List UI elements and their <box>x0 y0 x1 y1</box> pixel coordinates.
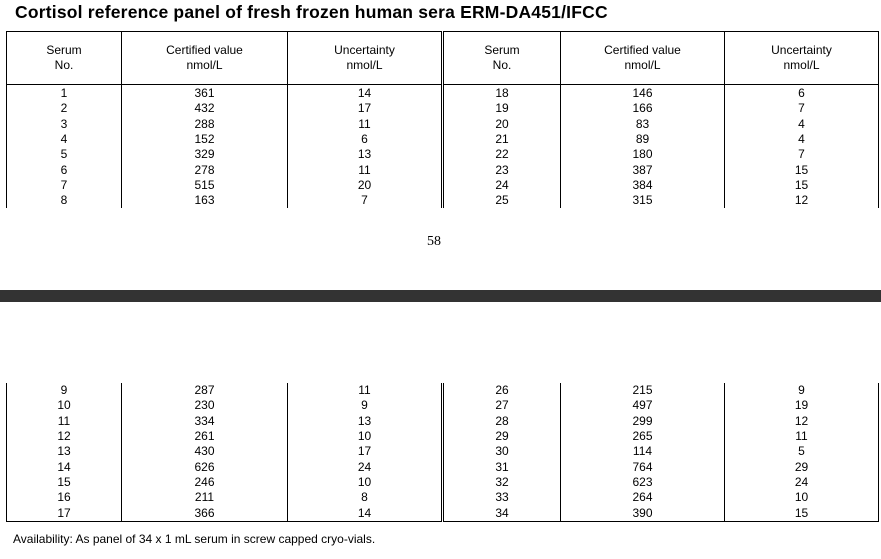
cortisol-table-top <box>6 31 879 208</box>
table-row <box>7 429 879 444</box>
cell-serum-no: 25 <box>443 193 561 208</box>
cell-uncertainty: 9 <box>288 398 443 413</box>
column-header-serum-no: Serum No. <box>443 32 561 85</box>
page-number: 58 <box>427 234 441 249</box>
cell-uncertainty: 9 <box>725 383 879 398</box>
table-row <box>7 117 879 132</box>
cell-serum-no: 17 <box>7 505 122 521</box>
cell-certified-value: 329 <box>122 147 288 162</box>
cell-certified-value: 390 <box>561 505 725 521</box>
cell-serum-no: 20 <box>443 117 561 132</box>
cell-uncertainty: 11 <box>725 429 879 444</box>
cell-certified-value: 211 <box>122 490 288 505</box>
table-row <box>7 85 879 102</box>
table-row <box>7 490 879 505</box>
cell-serum-no: 23 <box>443 162 561 177</box>
cell-uncertainty: 7 <box>725 147 879 162</box>
cell-uncertainty: 14 <box>288 85 443 102</box>
table-row <box>7 132 879 147</box>
cell-serum-no: 6 <box>7 162 122 177</box>
page-title: Cortisol reference panel of fresh frozen human sera ERM-DA451/IFCC <box>15 2 608 22</box>
cell-certified-value: 387 <box>561 162 725 177</box>
cell-serum-no: 27 <box>443 398 561 413</box>
cell-uncertainty: 10 <box>288 475 443 490</box>
table-row <box>7 398 879 413</box>
column-header-certified-value: Certified value nmol/L <box>561 32 725 85</box>
table-row <box>7 444 879 459</box>
cell-serum-no: 16 <box>7 490 122 505</box>
cell-serum-no: 1 <box>7 85 122 102</box>
column-header-serum-no: Serum No. <box>7 32 122 85</box>
cell-certified-value: 278 <box>122 162 288 177</box>
cell-certified-value: 246 <box>122 475 288 490</box>
cell-uncertainty: 24 <box>288 459 443 474</box>
cell-serum-no: 15 <box>7 475 122 490</box>
cell-serum-no: 26 <box>443 383 561 398</box>
table-header-row <box>7 32 879 85</box>
cell-serum-no: 13 <box>7 444 122 459</box>
cell-certified-value: 230 <box>122 398 288 413</box>
table-row <box>7 162 879 177</box>
cell-serum-no: 5 <box>7 147 122 162</box>
cell-uncertainty: 12 <box>725 414 879 429</box>
cell-serum-no: 24 <box>443 178 561 193</box>
cell-uncertainty: 24 <box>725 475 879 490</box>
cell-uncertainty: 6 <box>725 85 879 102</box>
cell-certified-value: 287 <box>122 383 288 398</box>
cell-uncertainty: 15 <box>725 178 879 193</box>
cell-uncertainty: 11 <box>288 162 443 177</box>
cell-uncertainty: 6 <box>288 132 443 147</box>
table-row <box>7 414 879 429</box>
cell-serum-no: 28 <box>443 414 561 429</box>
cell-certified-value: 288 <box>122 117 288 132</box>
table-row <box>7 505 879 521</box>
cell-uncertainty: 15 <box>725 162 879 177</box>
cell-serum-no: 7 <box>7 178 122 193</box>
cell-uncertainty: 19 <box>725 398 879 413</box>
cell-serum-no: 4 <box>7 132 122 147</box>
cell-uncertainty: 17 <box>288 101 443 116</box>
cell-certified-value: 166 <box>561 101 725 116</box>
cell-serum-no: 30 <box>443 444 561 459</box>
cell-serum-no: 22 <box>443 147 561 162</box>
cell-certified-value: 384 <box>561 178 725 193</box>
cell-serum-no: 32 <box>443 475 561 490</box>
availability-note: Availability: As panel of 34 x 1 mL serum in screw capped cryo-vials. <box>13 532 376 546</box>
cell-certified-value: 315 <box>561 193 725 208</box>
cell-uncertainty: 13 <box>288 147 443 162</box>
cell-uncertainty: 4 <box>725 117 879 132</box>
cell-serum-no: 34 <box>443 505 561 521</box>
cell-certified-value: 515 <box>122 178 288 193</box>
cell-serum-no: 33 <box>443 490 561 505</box>
cell-uncertainty: 15 <box>725 505 879 521</box>
cell-certified-value: 114 <box>561 444 725 459</box>
cell-uncertainty: 7 <box>288 193 443 208</box>
cell-uncertainty: 29 <box>725 459 879 474</box>
cell-serum-no: 2 <box>7 101 122 116</box>
cell-uncertainty: 11 <box>288 383 443 398</box>
table-row <box>7 193 879 208</box>
cell-uncertainty: 10 <box>288 429 443 444</box>
cell-certified-value: 163 <box>122 193 288 208</box>
cell-certified-value: 89 <box>561 132 725 147</box>
cell-serum-no: 9 <box>7 383 122 398</box>
cell-uncertainty: 4 <box>725 132 879 147</box>
cell-uncertainty: 8 <box>288 490 443 505</box>
table-row <box>7 459 879 474</box>
cell-certified-value: 299 <box>561 414 725 429</box>
column-header-uncertainty: Uncertainty nmol/L <box>725 32 879 85</box>
cell-certified-value: 83 <box>561 117 725 132</box>
page-break-bar <box>0 290 881 302</box>
cortisol-table-bottom <box>6 383 879 522</box>
table-row <box>7 475 879 490</box>
cell-uncertainty: 14 <box>288 505 443 521</box>
cell-uncertainty: 17 <box>288 444 443 459</box>
cell-serum-no: 11 <box>7 414 122 429</box>
cell-certified-value: 623 <box>561 475 725 490</box>
cell-serum-no: 21 <box>443 132 561 147</box>
cell-certified-value: 152 <box>122 132 288 147</box>
cell-certified-value: 215 <box>561 383 725 398</box>
table-row <box>7 147 879 162</box>
cell-certified-value: 334 <box>122 414 288 429</box>
table-row <box>7 101 879 116</box>
cell-serum-no: 14 <box>7 459 122 474</box>
table-row <box>7 383 879 398</box>
cell-certified-value: 265 <box>561 429 725 444</box>
cell-certified-value: 180 <box>561 147 725 162</box>
cell-certified-value: 366 <box>122 505 288 521</box>
column-header-uncertainty: Uncertainty nmol/L <box>288 32 443 85</box>
cell-serum-no: 18 <box>443 85 561 102</box>
cell-certified-value: 430 <box>122 444 288 459</box>
table-row <box>7 178 879 193</box>
cell-serum-no: 8 <box>7 193 122 208</box>
cell-certified-value: 361 <box>122 85 288 102</box>
cell-certified-value: 264 <box>561 490 725 505</box>
cell-serum-no: 31 <box>443 459 561 474</box>
cell-uncertainty: 7 <box>725 101 879 116</box>
cell-certified-value: 432 <box>122 101 288 116</box>
cell-certified-value: 146 <box>561 85 725 102</box>
cell-uncertainty: 5 <box>725 444 879 459</box>
column-header-certified-value: Certified value nmol/L <box>122 32 288 85</box>
cell-serum-no: 10 <box>7 398 122 413</box>
cell-serum-no: 3 <box>7 117 122 132</box>
cell-uncertainty: 11 <box>288 117 443 132</box>
cell-serum-no: 19 <box>443 101 561 116</box>
cell-certified-value: 626 <box>122 459 288 474</box>
cell-certified-value: 497 <box>561 398 725 413</box>
cell-uncertainty: 10 <box>725 490 879 505</box>
cell-uncertainty: 13 <box>288 414 443 429</box>
cell-certified-value: 764 <box>561 459 725 474</box>
cell-serum-no: 12 <box>7 429 122 444</box>
cell-serum-no: 29 <box>443 429 561 444</box>
cell-uncertainty: 12 <box>725 193 879 208</box>
cell-uncertainty: 20 <box>288 178 443 193</box>
cell-certified-value: 261 <box>122 429 288 444</box>
